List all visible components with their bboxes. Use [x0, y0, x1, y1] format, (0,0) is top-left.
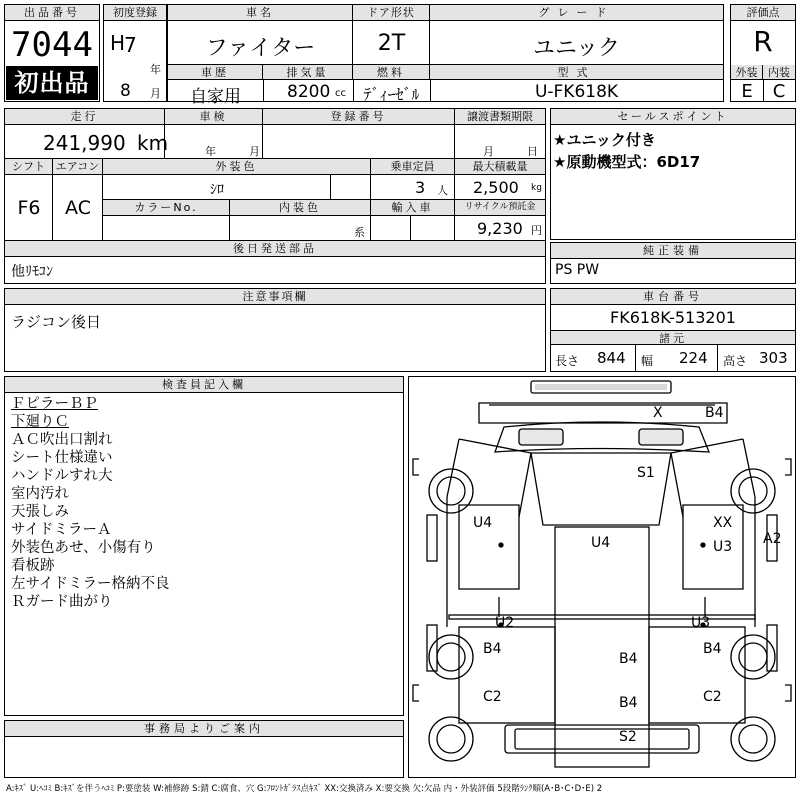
import-sub-cell [411, 216, 455, 241]
mark-u4-left: U4 [473, 515, 493, 531]
capacity-cell [371, 175, 455, 200]
genuine-equipment: PS PW [555, 262, 600, 278]
later-parts: 他ﾘﾓｺﾝ [11, 264, 53, 280]
history-label: 車歴 [168, 65, 263, 80]
max-load-cell [455, 175, 545, 200]
inspector-label: 検査員記入欄 [5, 377, 403, 393]
office-label: 事務局よりご案内 [5, 721, 403, 737]
grade-cell [430, 21, 723, 65]
inspector-item: シート仕様違い [11, 450, 113, 466]
chassis-label: 車台番号 [551, 289, 795, 305]
door-type: 2T [377, 31, 406, 56]
recycle: 9,230 [477, 219, 523, 238]
length: 844 [597, 349, 626, 367]
registration-month: 8 [120, 81, 131, 101]
inspector-item: 室内汚れ [11, 486, 69, 502]
mark-b4-rear: B4 [619, 695, 638, 711]
chassis-box [550, 288, 796, 372]
divider [635, 345, 636, 371]
model-label: 型式 [430, 65, 723, 80]
inspector-item: サイドミラーＡ [11, 522, 112, 538]
capacity-label: 乗車定員 [371, 159, 455, 175]
car-name: ファイター [205, 36, 316, 61]
mark-c2-left: C2 [483, 689, 502, 705]
mark-u3-rear: U3 [691, 615, 711, 631]
notes-text: ラジコン後日 [11, 313, 102, 331]
car-name-cell [168, 21, 353, 65]
mark-u4-center: U4 [591, 535, 611, 551]
mark-xx-right: XX [713, 515, 733, 531]
door-label: ドア形状 [353, 5, 430, 21]
ext-color: ｼﾛ [210, 182, 224, 198]
shift-cell [5, 175, 53, 241]
ext-color-sub-cell [331, 175, 371, 200]
score-label: 評価点 [731, 5, 795, 21]
inspector-item: 下廻りＣ [11, 414, 69, 430]
month-unit: 月 [150, 87, 161, 100]
score: R [753, 25, 773, 58]
mark-x-front: X [653, 405, 663, 421]
inspector-item: ＦピラーＢＰ [11, 396, 98, 412]
first-registration-label: 初度登録 [104, 5, 166, 21]
interior-grade-label: 内装 [763, 65, 795, 80]
score-box [730, 4, 796, 102]
notes-label: 注意事項欄 [5, 289, 545, 305]
import-cell [371, 216, 411, 241]
width: 224 [679, 349, 708, 367]
details-grid [4, 108, 546, 284]
mark-c2-right: C2 [703, 689, 722, 705]
int-color-suffix: 系 [354, 226, 365, 239]
exterior-grade-label: 外装 [731, 65, 763, 80]
inspector-item: 天張しみ [11, 504, 69, 520]
transfer-label: 譲渡書類期限 [455, 109, 545, 125]
mark-b4-center: B4 [619, 651, 638, 667]
mileage-label: 走行 [5, 109, 165, 125]
inspector-item: 外装色あせ、小傷有り [11, 540, 156, 556]
later-parts-label: 後日発送部品 [5, 241, 545, 257]
mark-s2: S2 [619, 729, 637, 745]
mark-b4-left: B4 [483, 641, 502, 657]
lot-number-label: 出品番号 [5, 5, 99, 21]
divider [717, 345, 718, 371]
sales-points-box [550, 108, 796, 240]
genuine-equipment-label: 純正装備 [551, 243, 795, 259]
height-label: 高さ [723, 354, 748, 368]
color-no-label: カラーNo. [103, 200, 230, 216]
mark-a2-right: A2 [763, 531, 782, 547]
recycle-cell [455, 216, 545, 241]
inspector-item: 左サイドミラー格納不良 [11, 576, 170, 592]
vehicle-info-grid [167, 4, 724, 107]
int-color-label: 内装色 [230, 200, 371, 216]
displacement: 8200 [287, 82, 331, 102]
inspection-year-unit: 年 [205, 145, 216, 158]
inspection-cell [165, 125, 263, 159]
inspector-item: ハンドルすれ大 [11, 468, 113, 484]
genuine-equipment-box [550, 242, 796, 284]
inspection-label: 車検 [165, 109, 263, 125]
mark-b4-front: B4 [705, 405, 724, 421]
capacity-unit: 人 [437, 184, 448, 197]
recycle-label: リサイクル預託金 [455, 200, 545, 216]
length-label: 長さ [555, 354, 580, 368]
reg-no-cell [263, 125, 455, 159]
ac-cell [53, 175, 103, 241]
first-registration-box [103, 4, 167, 102]
office-box [4, 720, 404, 778]
mark-u3-right: U3 [713, 539, 733, 555]
mark-b4-right: B4 [703, 641, 722, 657]
divider [263, 80, 264, 101]
color-no-cell [103, 216, 230, 241]
dimensions-label: 諸元 [551, 330, 795, 345]
transfer-month-unit: 月 [483, 145, 494, 158]
damage-diagram [408, 376, 796, 778]
sales-points-label: セールスポイント [551, 109, 795, 125]
import-label: 輸入車 [371, 200, 455, 216]
year-unit: 年 [150, 63, 161, 76]
reg-no-label: 登録番号 [263, 109, 455, 125]
displacement-label: 排気量 [263, 65, 353, 80]
inspector-item: Ｒガード曲がり [11, 594, 113, 610]
inspector-list [11, 395, 399, 611]
exterior-grade: E [741, 81, 753, 102]
mileage-unit: km [137, 131, 169, 155]
era: H [110, 31, 126, 55]
shift-label: シフト [5, 159, 53, 175]
ext-color-label: 外装色 [103, 159, 371, 175]
int-color-cell [230, 216, 371, 241]
registration-year: 7 [124, 33, 137, 57]
capacity: 3 [415, 178, 426, 197]
height: 303 [759, 349, 788, 367]
notes-box [4, 288, 546, 372]
chassis-number: FK618K-513201 [610, 308, 736, 327]
displacement-unit: cc [335, 88, 346, 99]
interior-grade: C [772, 81, 786, 102]
history: 自家用 [190, 87, 241, 107]
legend: A:ｷｽﾞ U:ﾍｺﾐ B:ｷｽﾞを伴うﾍｺﾐ P:要塗装 W:補修跡 S:錆 C:腐食、穴 G:ﾌﾛﾝﾄｶﾞﾗｽ点ｷｽﾞ XX:交換済み X:要交換 欠:欠品 内・外装評価 5段階ﾗﾝｸ順(A･B･C･D･E) 2 [6, 784, 603, 794]
fuel-label: 燃料 [353, 65, 430, 80]
shift: F6 [17, 197, 41, 219]
fuel: ﾃﾞｨｰｾﾞﾙ [363, 85, 420, 104]
lot-number-box [4, 4, 100, 102]
max-load-unit: kg [531, 183, 542, 193]
max-load-label: 最大積載量 [455, 159, 545, 175]
transfer-day-unit: 日 [527, 145, 538, 158]
ext-color-cell [103, 175, 331, 200]
mileage-cell [5, 125, 169, 159]
car-name-label: 車名 [168, 5, 353, 21]
truck-diagram-svg [409, 377, 795, 777]
inspector-box [4, 376, 404, 716]
lot-number: 7044 [11, 25, 93, 65]
grade-label: グレード [430, 5, 723, 21]
header-block [4, 4, 796, 107]
inspector-item: 看板跡 [11, 558, 55, 574]
transfer-cell [455, 125, 545, 159]
recycle-unit: 円 [531, 224, 542, 237]
width-label: 幅 [641, 354, 654, 368]
first-time-badge: 初出品 [6, 66, 98, 100]
inspector-item: ＡＣ吹出口割れ [11, 432, 113, 448]
model: U-FK618K [534, 82, 619, 102]
sales-point-item: ★ユニック付き [553, 131, 656, 149]
ac-label: エアコン [53, 159, 103, 175]
sales-point-item: ★原動機型式：6D17 [553, 153, 701, 171]
mark-u2-left: U2 [495, 615, 515, 631]
mark-s1: S1 [637, 465, 655, 481]
door-cell [353, 21, 430, 65]
ac: AC [65, 197, 91, 219]
max-load: 2,500 [473, 178, 519, 197]
mileage: 241,990 [43, 131, 126, 155]
grade: ユニック [532, 36, 621, 61]
inspection-month-unit: 月 [249, 145, 260, 158]
